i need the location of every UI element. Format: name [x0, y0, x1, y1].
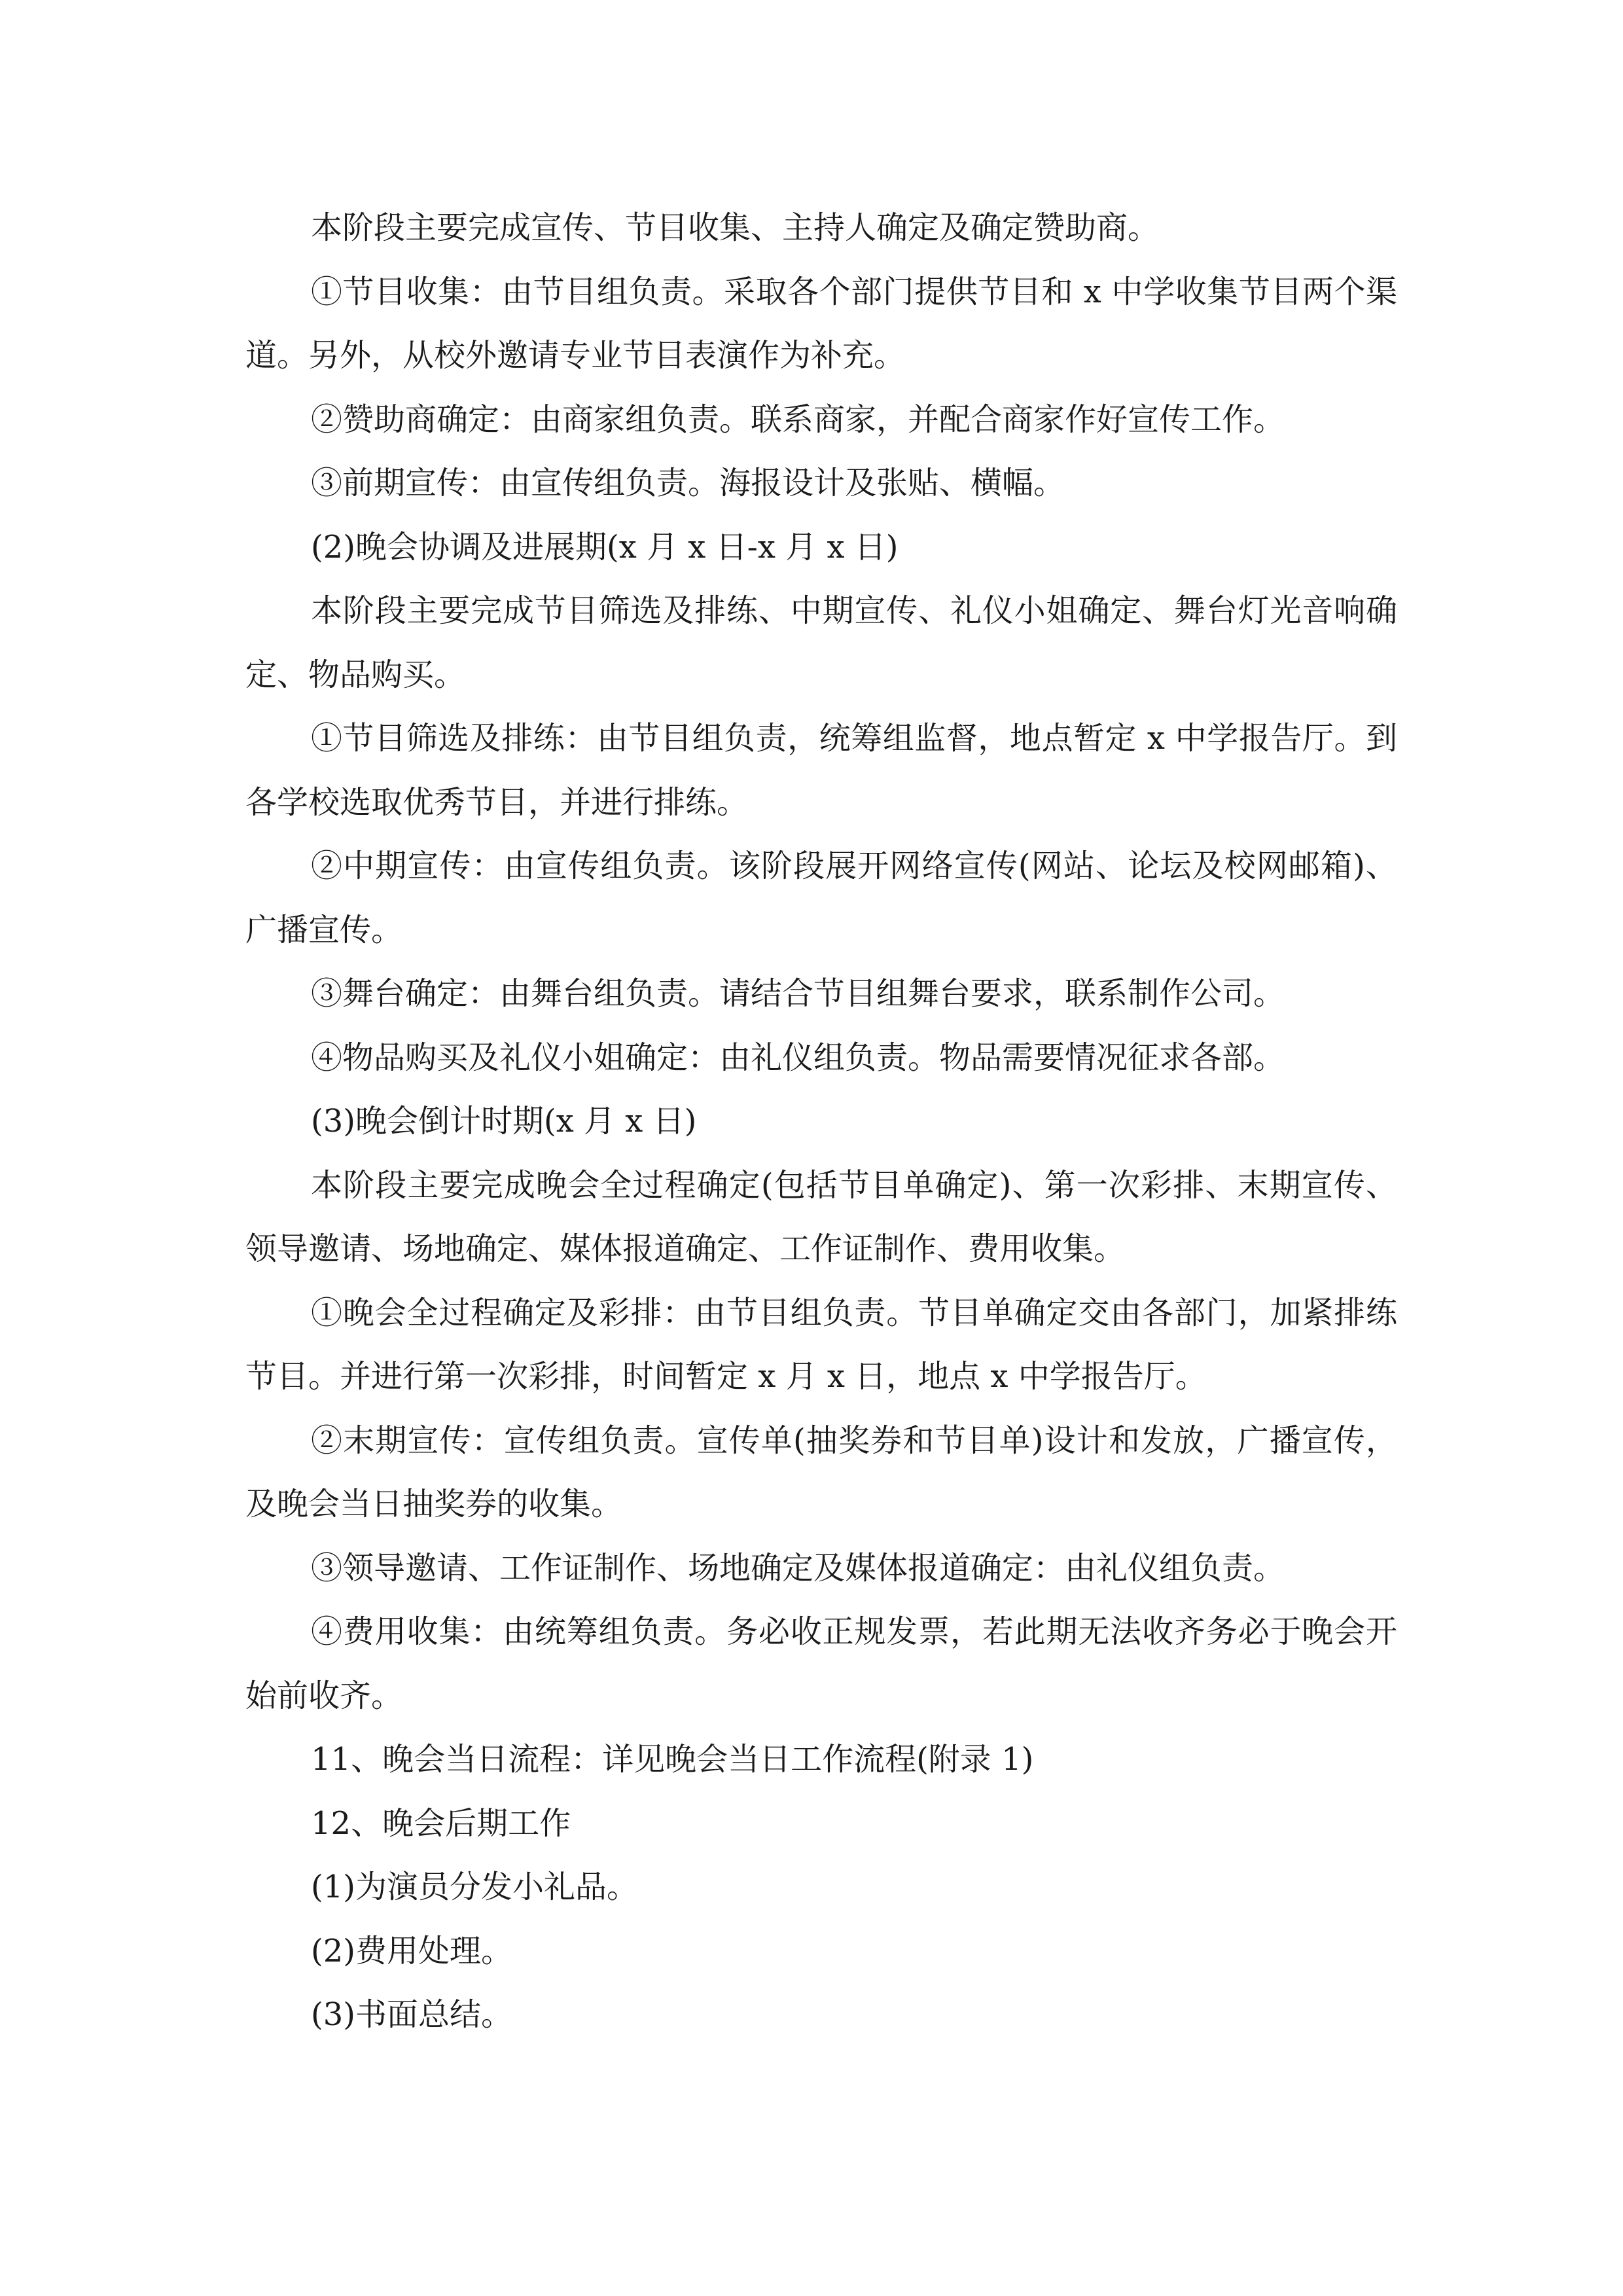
document-body: [245, 196, 1397, 2047]
paragraph-leader-invitation: ③领导邀请、工作证制作、场地确定及媒体报道确定：由礼仪组负责。: [311, 1549, 1285, 1587]
heading-coordination-period: (2)晚会协调及进展期(x 月 x 日-x 月 x 日): [311, 528, 899, 565]
heading-post-work: 12、晚会后期工作: [311, 1804, 571, 1842]
paragraph-purchase-etiquette: ④物品购买及礼仪小姐确定：由礼仪组负责。物品需要情况征求各部。: [311, 1039, 1285, 1076]
paragraph-late-promotion: ②末期宣传：宣传组负责。宣传单(抽奖券和节目单)设计和发放，广播宣传，及晚会当日抽奖券的收集。: [245, 1422, 1397, 1522]
paragraph-early-promotion: ③前期宣传：由宣传组负责。海报设计及张贴、横幅。: [311, 465, 1065, 501]
paragraph-intro-stage2: 本阶段主要完成节目筛选及排练、中期宣传、礼仪小姐确定、舞台灯光音响确定、物品购买。: [245, 592, 1397, 693]
paragraph-fee-collection: ④费用收集：由统筹组负责。务必收正规发票，若此期无法收齐务必于晚会开始前收齐。: [245, 1613, 1397, 1714]
list-item-summary: (3)书面总结。: [311, 1996, 512, 2033]
paragraph-intro-stage1: 本阶段主要完成宣传、节目收集、主持人确定及确定赞助商。: [311, 209, 1160, 246]
paragraph-program-collection: ①节目收集：由节目组负责。采取各个部门提供节目和 x 中学收集节目两个渠道。另外，从校外邀请专业节目表演作为补充。: [245, 273, 1397, 374]
paragraph-mid-promotion: ②中期宣传：由宣传组负责。该阶段展开网络宣传(网站、论坛及校网邮箱)、广播宣传。: [245, 848, 1397, 948]
heading-day-process: 11、晚会当日流程：详见晚会当日工作流程(附录 1): [311, 1741, 1034, 1778]
heading-countdown-period: (3)晚会倒计时期(x 月 x 日): [311, 1103, 697, 1139]
paragraph-sponsor: ②赞助商确定：由商家组负责。联系商家，并配合商家作好宣传工作。: [311, 401, 1285, 438]
paragraph-program-screening: ①节目筛选及排练：由节目组负责，统筹组监督，地点暂定 x 中学报告厅。到各学校选取优秀节目，并进行排练。: [245, 720, 1397, 821]
paragraph-rehearsal: ①晚会全过程确定及彩排：由节目组负责。节目单确定交由各部门，加紧排练节目。并进行第一次彩排，时间暂定 x 月 x 日，地点 x 中学报告厅。: [245, 1294, 1397, 1395]
list-item-fees: (2)费用处理。: [311, 1932, 512, 1969]
list-item-gifts: (1)为演员分发小礼品。: [311, 1869, 638, 1905]
paragraph-stage-confirm: ③舞台确定：由舞台组负责。请结合节目组舞台要求，联系制作公司。: [311, 975, 1285, 1012]
paragraph-intro-stage3: 本阶段主要完成晚会全过程确定(包括节目单确定)、第一次彩排、末期宣传、领导邀请、场地确定、媒体报道确定、工作证制作、费用收集。: [245, 1166, 1397, 1267]
